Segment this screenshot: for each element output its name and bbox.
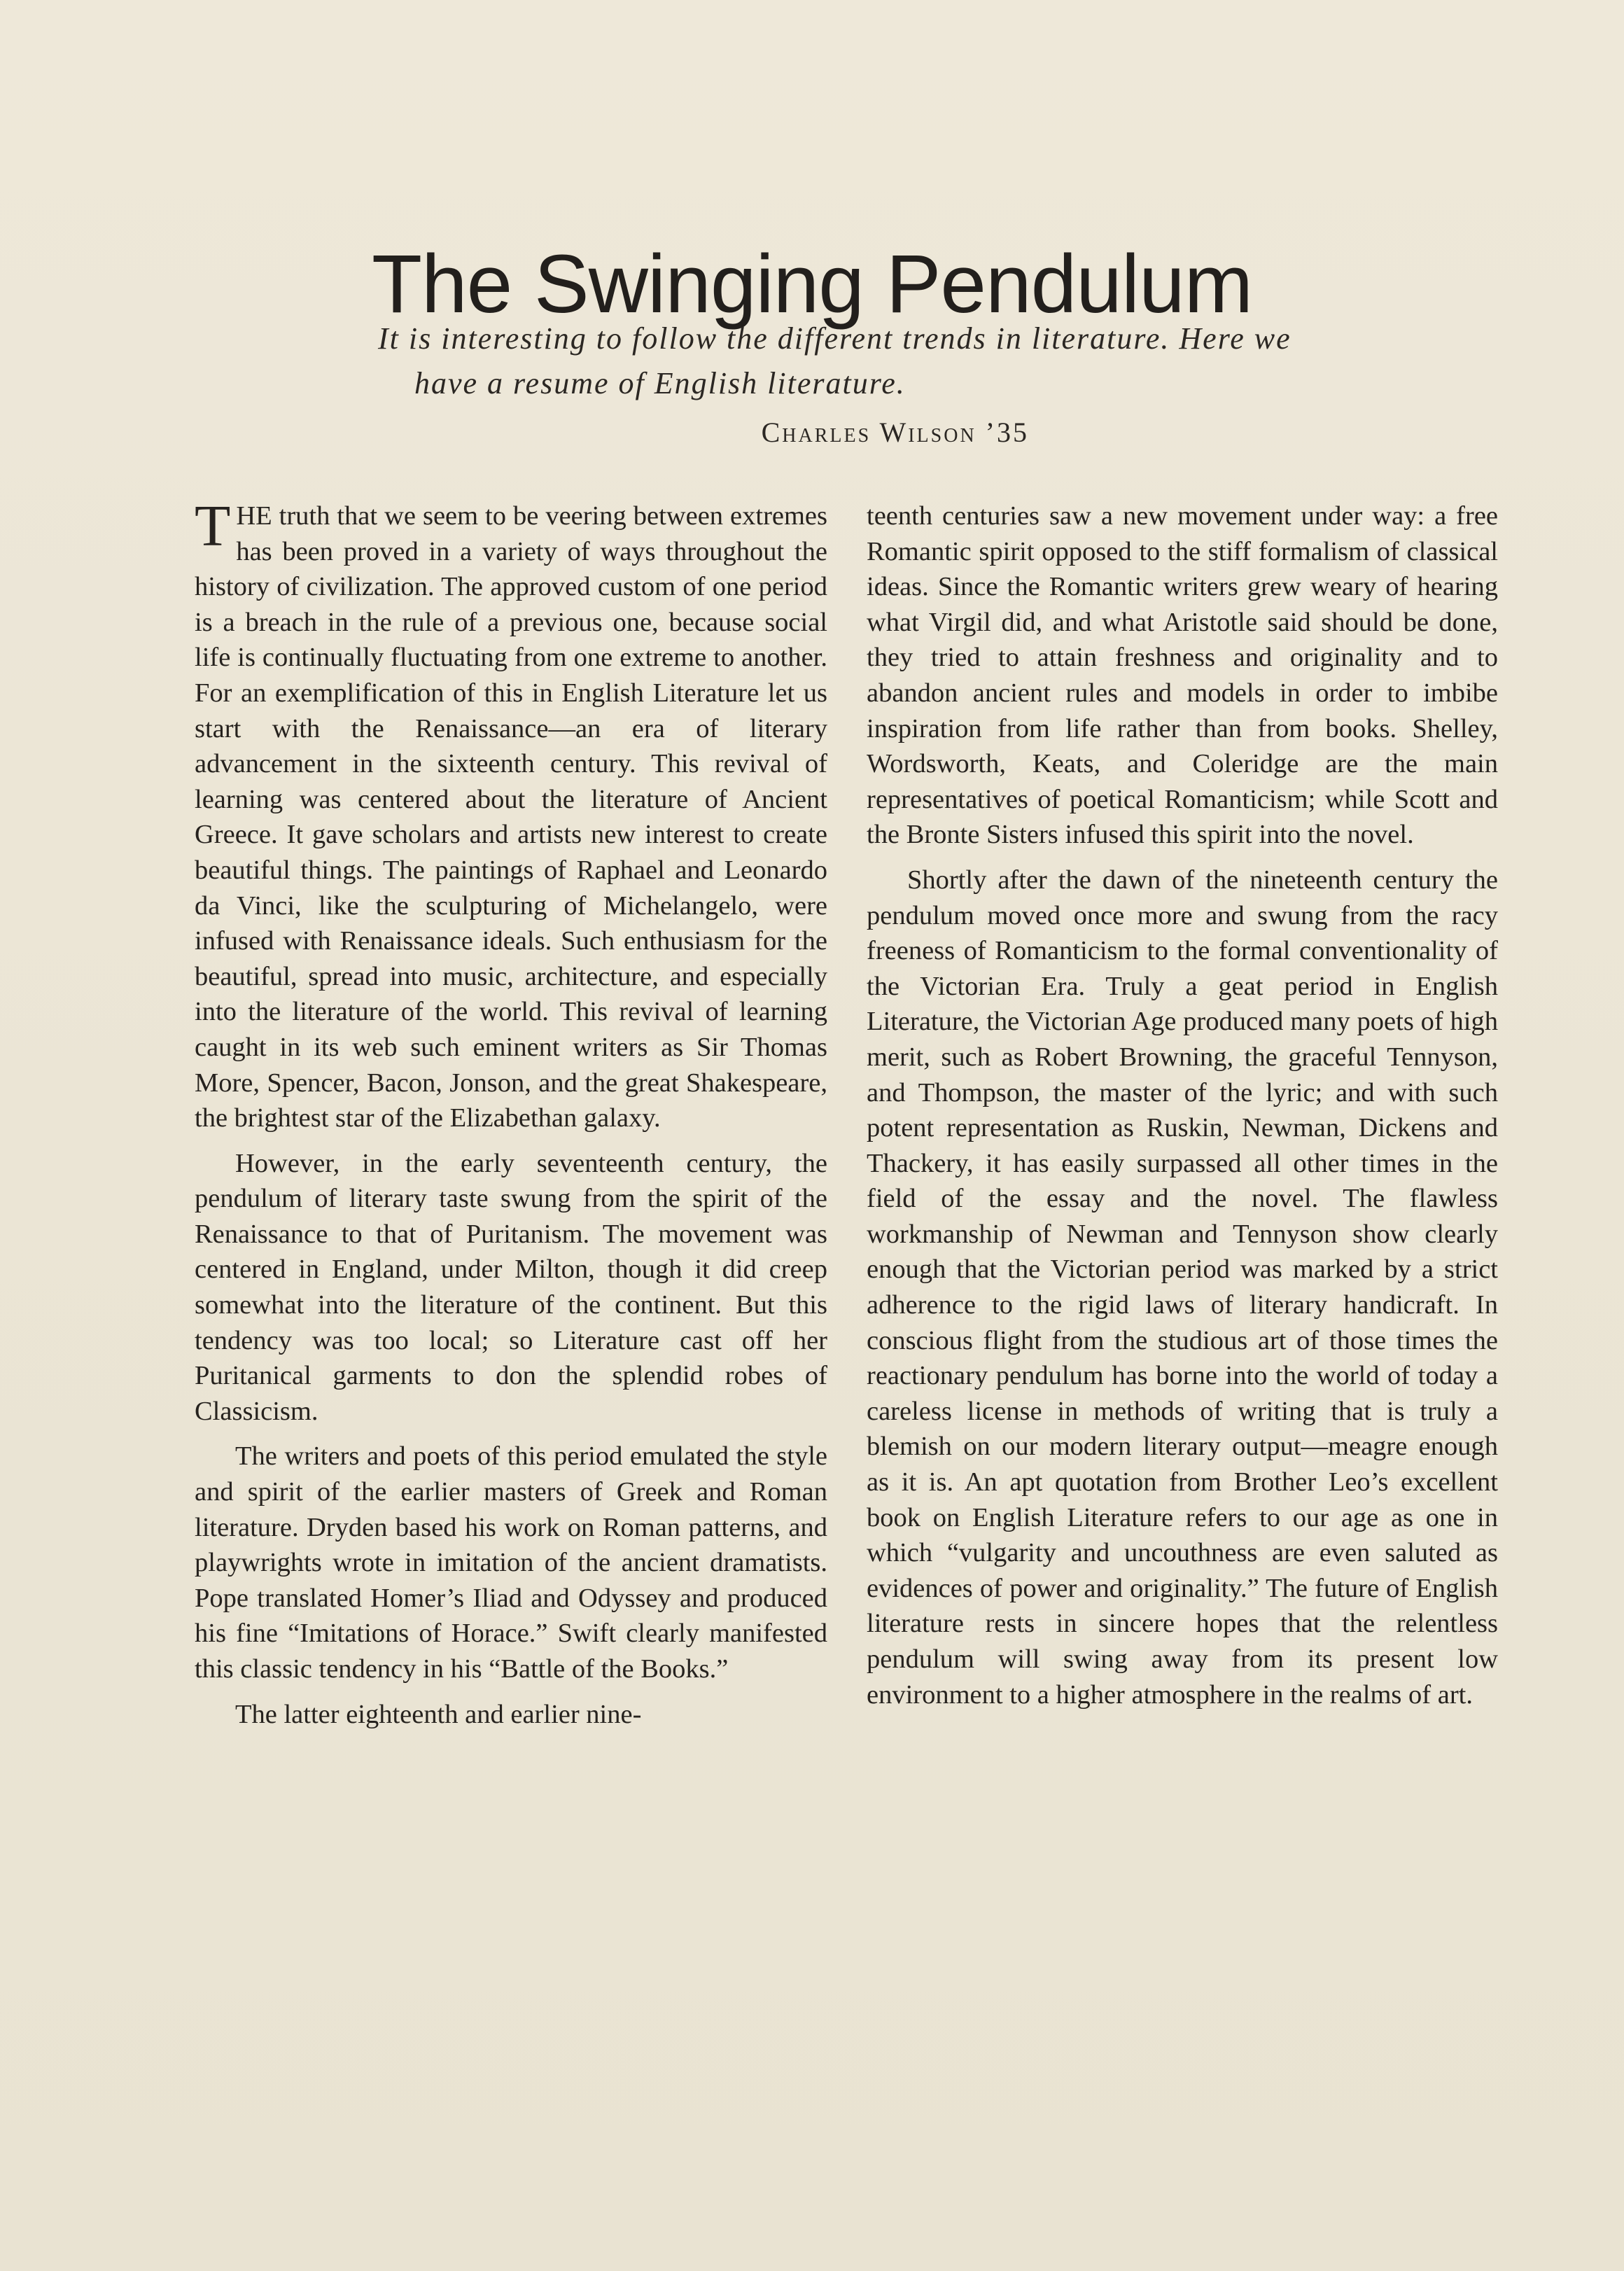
lede-line-1: It is interesting to follow the different trends in literature. Here we xyxy=(378,321,1292,356)
article-title: The Swinging Pendulum xyxy=(371,238,1253,331)
body-paragraph-2: However, in the early seventeenth century, the pendulum of literary taste swung from the spirit of the Renaissance to that of Puritanism. The movement was centered in England, under Milton, though it did creep somewhat into the literature of the continent. But this tendency was too local; so Literature cast off her Puritanical garments to don the splendid robes of Classicism. xyxy=(195,1148,827,1426)
body-paragraph-4-continued: teenth centuries saw a new movement under way: a free Romantic spirit opposed to the stiff formalism of classical ideas. Since the Romantic writers grew weary of hearing what Virgil did, and what Aristotle said should be done, they tried to attain freshness and originality and to abandon ancient rules and models in order to imbibe inspiration from life rather than from books. Shelley, Wordsworth, Keats, and Coleridge are the main representatives of poetical Romanticism; while Scott and the Bronte Sisters infused this spirit into the novel. xyxy=(867,501,1498,850)
author-byline: Charles Wilson ’35 xyxy=(761,417,1029,448)
body-paragraph-4-start: The latter eighteenth and earlier nine- xyxy=(235,1699,642,1729)
body-paragraph-5: Shortly after the dawn of the nineteenth century the pendulum moved once more and swung from the racy freeness of Romanticism to the formal conventionality of the Victorian Era. Truly a geat period in English Literature, the Victorian Age produced many poets of high merit, such as Robert Browning, the graceful Tennyson, and Thompson, the master of the lyric; and with such potent representation as Ruskin, Newman, Dickens and Thackery, it has easily surpassed all other times in the field of the essay and the novel. The flawless workmanship of Newman and Tennyson show clearly enough that the Victorian period was marked by a strict adherence to the rigid laws of literary handicraft. In conscious flight from the studious art of those times the reactionary pendulum has borne into the world of today a careless license in methods of writing that is truly a blemish on our modern literary output—meagre enough as it is. An apt quotation from Brother Leo’s excellent book on English Literature refers to our age as one in which “vulgarity and uncouthness are even saluted as evidences of power and originality.” The future of English literature rests in sincere hopes that the relentless pendulum will swing away from its present low environment to a higher atmosphere in the realms of art. xyxy=(867,865,1498,1710)
drop-cap: T xyxy=(195,494,231,559)
body-paragraph-1-text: HE truth that we seem to be veering between extremes has been proved in a variety of ways throughout the history of civilization. The approved custom of one period is a breach in the rule of a previous one, because social life is continually fluctuating from one extreme to another. For an exemplification of this in English Literature let us start with the Renaissance—an era of literary advancement in the sixteenth century. This revival of learning was centered about the literature of Ancient Greece. It gave scholars and artists new interest to create beautiful things. The paintings of Raphael and Leonardo da Vinci, like the sculpturing of Michelangelo, were infused with Renaissance ideals. Such enthusiasm for the beautiful, spread into music, architecture, and especially into the literature of the world. This revival of learning caught in its web such eminent writers as Sir Thomas More, Spencer, Bacon, Jonson, and the great Shakespeare, the brightest star of the Elizabethan galaxy. xyxy=(195,501,827,1133)
lede-line-2: have a resume of English literature. xyxy=(414,366,906,400)
body-column-left xyxy=(195,494,827,1742)
article-lede xyxy=(378,316,1372,406)
body-paragraph-1 xyxy=(195,494,827,1136)
body-paragraph-3: The writers and poets of this period emulated the style and spirit of the earlier masters of Greek and Roman literature. Dryden based his work on Roman patterns, and playwrights wrote in imitation of the ancient dramatists. Pope translated Homer’s Iliad and Odyssey and produced his fine “Imitations of Horace.” Swift clearly manifested this classic tendency in his “Battle of the Books.” xyxy=(195,1441,827,1684)
body-column-right xyxy=(867,498,1498,1722)
